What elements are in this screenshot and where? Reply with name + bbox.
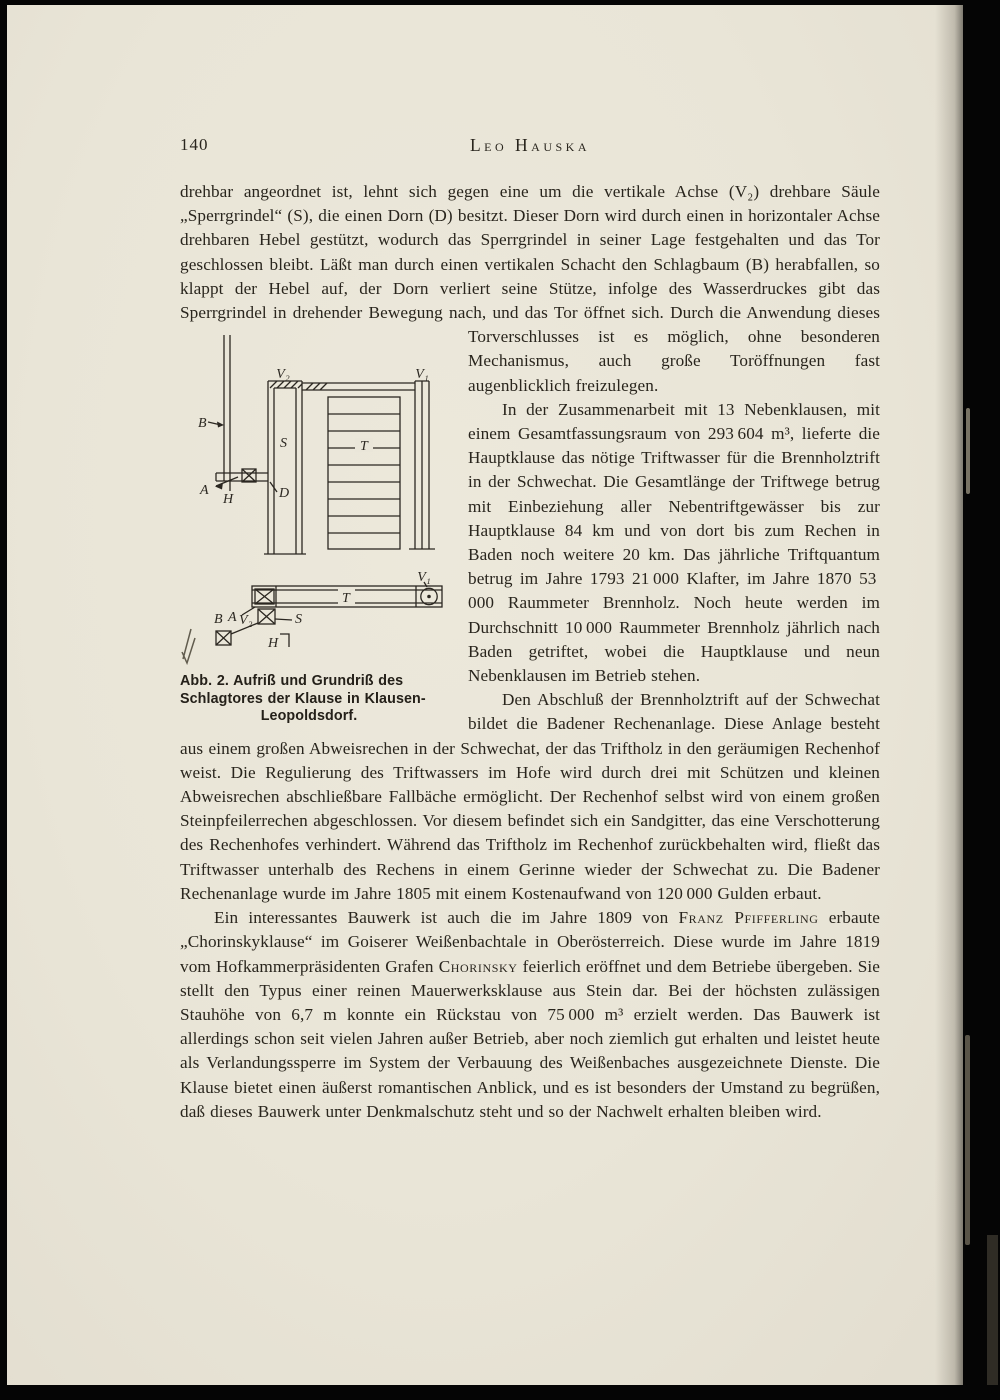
paragraph-4-text-a: Ein interessantes Bauwerk ist auch die im Jahre 1809 von (214, 908, 679, 928)
paragraph-1b: Torverschlusses ist es möglich, ohne besonderen Mechanismus, auch große Toröffnungen fast augenblicklich freizulegen. (468, 327, 880, 395)
person-name-chorinsky: Chorinsky (438, 956, 518, 976)
paragraph-1a: drehbar angeordnet ist, lehnt sich gegen eine um die vertikale Achse (V₂) drehbare Säule „Sperrgrindel“ (S), die einen Dorn (D) besitzt. Dieser Dorn wird durch einen in horizontaler Achse drehbaren Hebel gestützt, wodurch das Sperrgrindel in seiner Lage festgehalten und das Tor geschlossen bleibt. Läßt man durch einen vertikalen Schacht den Schlagbaum (B) herabfallen, so klappt der Hebel auf, der Dorn verliert seine Stütze, infolge des Wasserdruckes gibt das Sperrgrindel in drehender Bewegung nach, und das Tor öffnet sich. Durch die Anwendung dieses (180, 182, 880, 323)
figure-caption-line-1 (180, 673, 438, 691)
figure-caption-label: Abb. 2. (180, 673, 229, 690)
page-number: 140 (180, 135, 209, 154)
label-h-plan: H (268, 636, 279, 652)
running-header: Leo Hauska (469, 135, 591, 155)
figure-caption-line-3: Leopoldsdorf. (260, 708, 358, 725)
paragraph-4-text-c: feierlich eröffnet und dem Betriebe übergeben. Sie stellt den Typus einer reinen Mauerwerksklause aus Stein dar. Bei der höchsten zulässigen Stauhöhe von 6,7 m konnte ein Rückstau von 75 000 m³ erzielt werden. Das Bauwerk ist allerdings schon seit vielen Jahren außer Betrieb, aber noch ziemlich gut erhalten und leistet heute als Verlandungssperre im System der Verbauung des Weißenbaches ausgezeichnete Dienste. Die Klause bietet einen äußerst romantischen Anblick, und es ist besonders der Umstand zu begrüßen, daß dieses Bauwerk unter Denkmalschutz steht und so der Nachwelt erhalten bleiben wird. (180, 956, 880, 1121)
label-s-plan: S (295, 612, 303, 628)
body-text (180, 180, 880, 1124)
paragraph-4-text-b: erbaute „Chorinskyklause“ im Goiserer Weißenbachtale in Oberösterreich. Diese wurde im Jahre 1819 vom Hofkammerpräsidenten Grafen (180, 908, 880, 976)
book-edge-streak (965, 1035, 970, 1245)
pen-mark (182, 629, 195, 663)
page-header (180, 135, 880, 157)
person-name-pfifferling: Franz Pfifferling (678, 908, 819, 928)
book-edge-streak (966, 408, 970, 494)
figure-caption-text-1: Aufriß und Grundriß des (233, 673, 404, 690)
label-v2: V₂ (276, 367, 290, 383)
label-a: A (200, 483, 209, 499)
figure-caption-line-2: Schlagtores der Klause in Klausen- (180, 690, 426, 707)
label-b-plan: B (214, 612, 223, 628)
label-s: S (280, 436, 288, 452)
label-v1-plan: V₁ (417, 570, 431, 586)
label-v2-plan: V₂ (239, 613, 253, 629)
page-edge-shadow (935, 5, 963, 1385)
label-d: D (279, 486, 290, 502)
paragraph-4 (180, 906, 880, 1124)
figure-abb-2 (180, 331, 452, 726)
figure-drawing (180, 331, 450, 665)
label-a-plan: A (228, 610, 237, 626)
label-t: T (360, 439, 368, 455)
label-b: B (198, 416, 207, 432)
label-h: H (223, 492, 234, 508)
page (7, 5, 963, 1385)
paragraph-2: In der Zusammenarbeit mit 13 Nebenklausen, mit einem Gesamtfassungsraum von 293 604 m³, lieferte die Hauptklause das nötige Triftwasser für die Brennholztrift in der Schwechat. Die Gesamtlänge der Triftwege betrug mit Einbeziehung aller Nebentriftgewässer bis zur Hauptklause 84 km und von dort bis zum Rechen in Baden noch weitere 20 km. Das jährliche Triftquantum betrug im Jahre 1793 21 000 Klafter, im Jahre 1870 53 000 Raummeter Brennholz. Noch heute werden im Durchschnitt 10 000 Raummeter Brennholz jährlich nach Baden getriftet, wobei die Hauptklause und neun Nebenklausen im Betrieb stehen. (468, 399, 880, 686)
label-t-plan: T (342, 591, 350, 607)
figure-labels (198, 367, 431, 651)
elevation-view (208, 335, 435, 554)
paragraph-3: Den Abschluß der Brennholztrift auf der Schwechat bildet die Badener Rechenanlage. Diese Anlage besteht aus einem großen Abweisrechen in der Schwechat, der das Triftholz in den geräumigen Rechenhof weist. Die Regulierung des Triftwassers im Hofe wird durch drei mit Schützen und kleinen Abweisrechen abschließbare Fallbäche ermöglicht. Der Rechenhof selbst wird von einem großen Steinpfeilerrechen abgeschlossen. Vor diesem befindet sich ein Sandgitter, das eine Verschotterung des Rechenhofes verhindert. Während das Triftholz im Rechenhof zurückbehalten wird, fließt das Triftwasser unterhalb des Rechens in einem Gerinne wieder der Schwechat zu. Die Badener Rechenanlage wurde im Jahre 1805 mit einem Kostenaufwand von 120 000 Gulden erbaut. (180, 690, 880, 903)
label-v1: V₁ (415, 367, 429, 383)
book-edge-streak (987, 1235, 998, 1385)
figure-caption (180, 673, 438, 726)
